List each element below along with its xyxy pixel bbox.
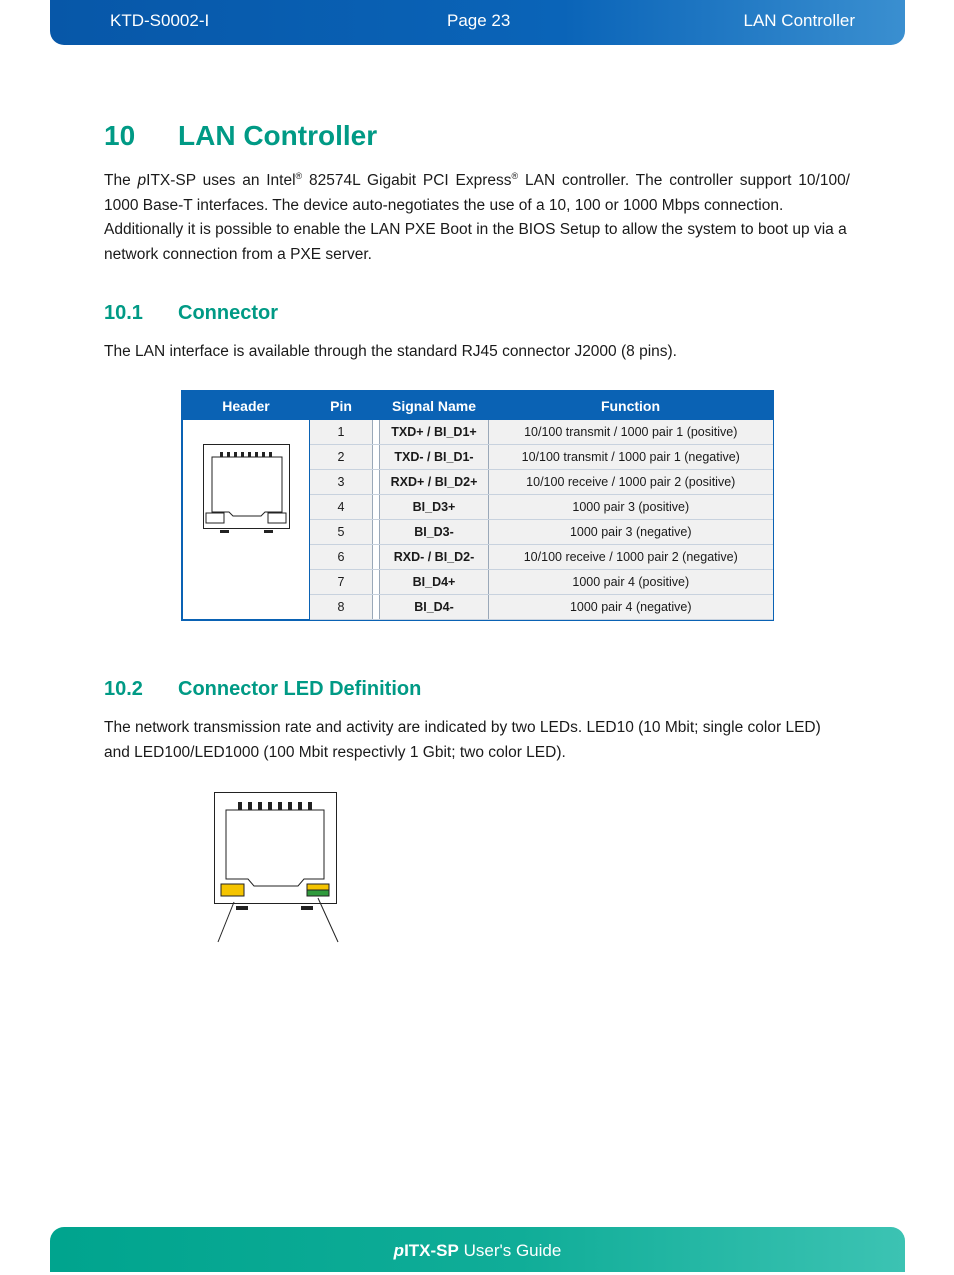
- pin-number: 8: [310, 595, 373, 620]
- pin-function: 10/100 receive / 1000 pair 2 (positive): [489, 470, 773, 495]
- page-footer: [50, 1227, 905, 1272]
- section-title: Connector LED Definition: [178, 678, 422, 700]
- pin-table: [182, 391, 773, 620]
- intro-paragraph-2: Additionally it is possible to enable the LAN PXE Boot in the BIOS Setup to allow the system to boot up via a network connection from a PXE server.: [104, 221, 847, 263]
- doc-id: KTD-S0002-I: [110, 11, 210, 30]
- page-number: Page 23: [447, 11, 511, 30]
- rj45-led-diagram-icon: [214, 792, 340, 944]
- section-10-heading: [104, 120, 377, 152]
- rj45-connector-icon: [203, 444, 291, 534]
- col-pin: Pin: [310, 392, 373, 420]
- led100-icon: [307, 884, 329, 890]
- pin-number: 5: [310, 520, 373, 545]
- connector-image-cell: [183, 420, 310, 620]
- pin-function: 1000 pair 3 (negative): [489, 520, 773, 545]
- pin-number: 2: [310, 445, 373, 470]
- section-number: 10.1: [104, 302, 143, 324]
- signal-name: TXD+ / BI_D1+: [380, 420, 489, 445]
- pin-function: 1000 pair 4 (negative): [489, 595, 773, 620]
- section-10-1-heading: [104, 302, 278, 325]
- pin-function: 10/100 receive / 1000 pair 2 (negative): [489, 545, 773, 570]
- footer-suffix: User's Guide: [458, 1241, 562, 1260]
- page-header: [50, 0, 905, 45]
- signal-name: RXD+ / BI_D2+: [380, 470, 489, 495]
- col-signal: Signal Name: [380, 392, 489, 420]
- footer-brand: pITX-SP: [393, 1241, 459, 1260]
- pin-number: 4: [310, 495, 373, 520]
- section-number: 10.2: [104, 678, 143, 700]
- col-function: Function: [489, 392, 773, 420]
- signal-name: BI_D3+: [380, 495, 489, 520]
- signal-name: BI_D4+: [380, 570, 489, 595]
- led1000-icon: [307, 890, 329, 896]
- intro-paragraph-1: The pITX-SP uses an Intel® 82574L Gigabit PCI Express® LAN controller. The controller support 10/100/ 1000 Base-T interfaces. The device auto-negotiates the use of a 10, 100 or 1000 Mbps connection.: [104, 170, 850, 214]
- connector-paragraph: The LAN interface is available through the standard RJ45 connector J2000 (8 pins).: [104, 343, 677, 360]
- pin-function: 10/100 transmit / 1000 pair 1 (positive): [489, 420, 773, 445]
- led10-icon: [221, 884, 244, 896]
- section-title: LAN Controller: [178, 120, 378, 151]
- signal-name: BI_D3-: [380, 520, 489, 545]
- pin-number: 1: [310, 420, 373, 445]
- pin-number: 3: [310, 470, 373, 495]
- pin-number: 7: [310, 570, 373, 595]
- signal-name: RXD- / BI_D2-: [380, 545, 489, 570]
- pin-function: 1000 pair 3 (positive): [489, 495, 773, 520]
- section-number: 10: [104, 120, 136, 151]
- pin-number: 6: [310, 545, 373, 570]
- pin-function: 10/100 transmit / 1000 pair 1 (negative): [489, 445, 773, 470]
- led-paragraph: The network transmission rate and activity are indicated by two LEDs. LED10 (10 Mbit; single color LED) and LED100/LED1000 (100 Mbit respectivly 1 Gbit; two color LED).: [104, 719, 821, 761]
- section-10-2-heading: [104, 678, 421, 701]
- section-title: Connector: [178, 302, 278, 324]
- signal-name: TXD- / BI_D1-: [380, 445, 489, 470]
- signal-name: BI_D4-: [380, 595, 489, 620]
- header-section: LAN Controller: [743, 11, 855, 30]
- pin-function: 1000 pair 4 (positive): [489, 570, 773, 595]
- col-header: Header: [183, 392, 310, 420]
